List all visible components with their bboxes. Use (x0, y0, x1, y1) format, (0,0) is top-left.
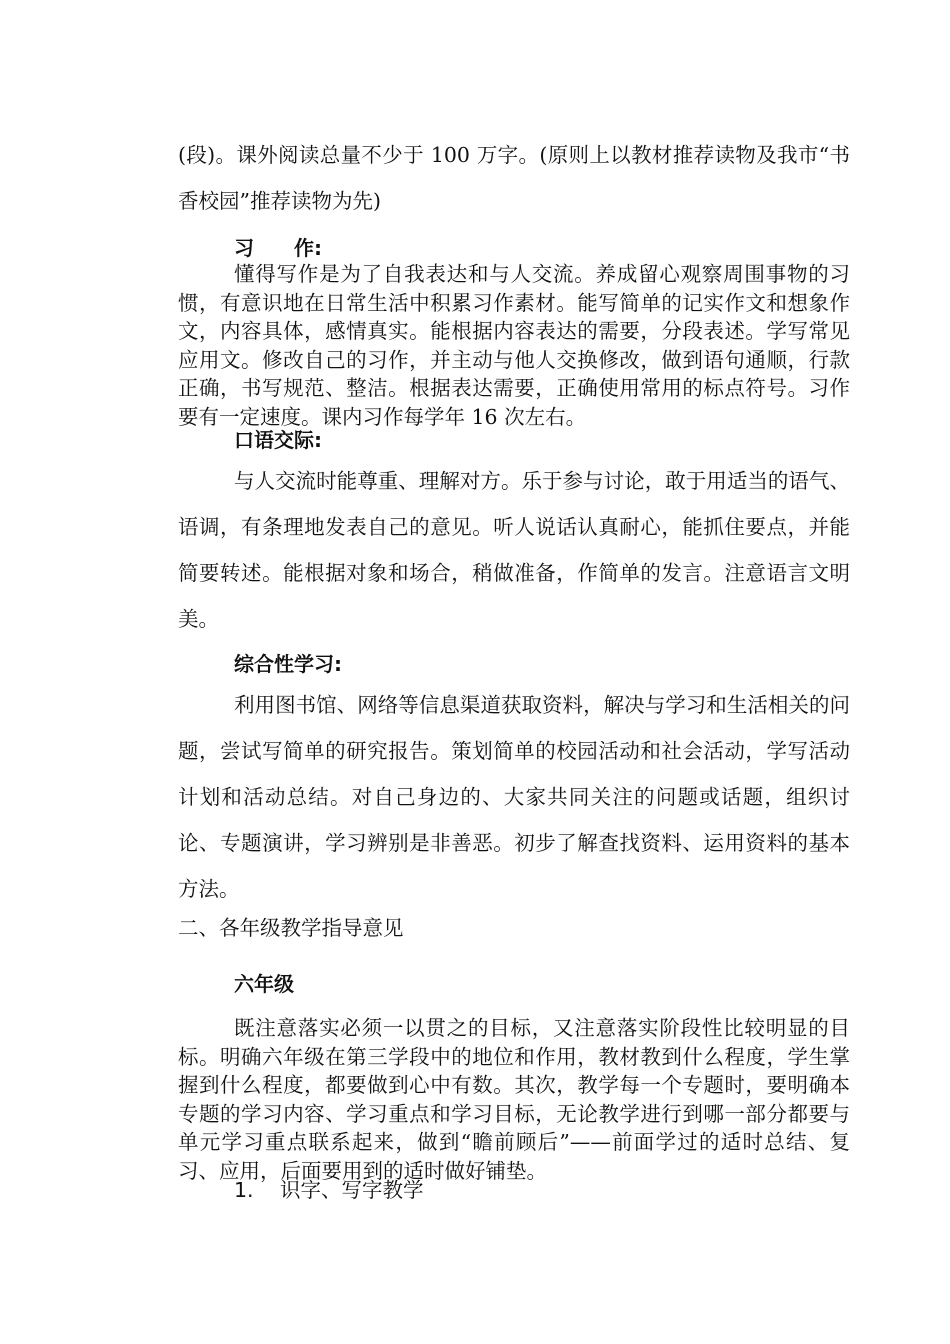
comprehensive-heading: 综合性学习: (234, 652, 342, 676)
writing-paragraph: 懂得写作是为了自我表达和与人交流。养成留心观察周围事物的习惯，有意识地在日常生活中积累习作素材。能写简单的记实作文和想象作文，内容具体，感情真实。能根据内容表达的需要，分段表述。学写常见应用文。修改自己的习作，并主动与他人交换修改，做到语句通顺，行款正确，书写规范、整洁。根据表达需要，正确使用常用的标点符号。习作要有一定速度。课内习作每学年 16 次左右。 (178, 262, 850, 429)
list-item-1 (234, 1176, 424, 1204)
writing-heading: 习 作: (234, 236, 322, 260)
oral-heading: 口语交际: (234, 428, 322, 452)
list-item-label: 识字、写字教学 (280, 1178, 424, 1202)
section-title: 二、各年级教学指导意见 (178, 916, 404, 940)
comprehensive-paragraph: 利用图书馆、网络等信息渠道获取资料，解决与学习和生活相关的问题，尝试写简单的研究报告。策划简单的校园活动和社会活动，学写活动计划和活动总结。对自己身边的、大家共同关注的问题或话题，组织讨论、专题演讲，学习辨别是非善恶。初步了解查找资料、运用资料的基本方法。 (178, 693, 850, 901)
reading-tail-paragraph: (段)。课外阅读总量不少于 100 万字。(原则上以教材推荐读物及我市“书香校园”推荐读物为先) (178, 143, 850, 213)
list-item-number: 1. (234, 1178, 254, 1202)
grade6-heading: 六年级 (234, 972, 294, 996)
grade6-paragraph: 既注意落实必须一以贯之的目标，又注意落实阶段性比较明显的目标。明确六年级在第三学段中的地位和作用，教材教到什么程度，学生掌握到什么程度，都要做到心中有数。其次，教学每一个专题时，要明确本专题的学习内容、学习重点和学习目标，无论教学进行到哪一部分都要与单元学习重点联系起来，做到“瞻前顾后”——前面学过的适时总结、复习、应用，后面要用到的适时做好铺垫。 (178, 1016, 850, 1183)
oral-paragraph: 与人交流时能尊重、理解对方。乐于参与讨论，敢于用适当的语气、语调，有条理地发表自己的意见。听人说话认真耐心，能抓住要点，并能简要转述。能根据对象和场合，稍做准备，作简单的发言。注意语言文明美。 (178, 469, 850, 631)
